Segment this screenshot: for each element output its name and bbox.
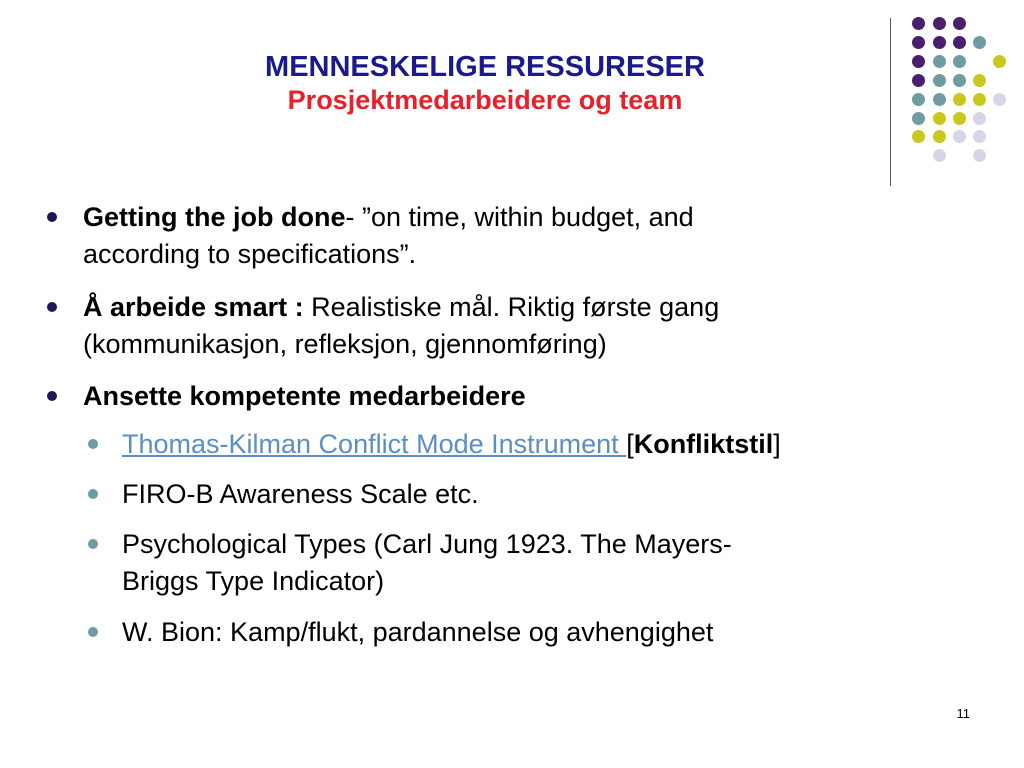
bullet-text: Realistiske mål. Riktig første gang [303,292,720,322]
bullet-bold-text: Ansette kompetente medarbeidere [83,381,526,411]
sub-bullet-item [122,476,942,513]
bullet-item [83,378,933,415]
page-number: 11 [956,706,970,721]
bullet-text: - ”on time, within budget, and [345,202,694,232]
bullet-dot [47,212,57,222]
bracket-close: ] [773,429,781,459]
sub-bullet-dot [88,539,98,549]
bullet-text-continued: (kommunikasjon, refleksjon, gjennomføring) [83,329,607,359]
sub-bullet-text: FIRO-B Awareness Scale etc. [122,479,479,509]
sub-bullet-item [122,614,942,651]
bullet-text-continued: according to specifications”. [83,239,417,269]
sub-bullet-text-continued: Briggs Type Indicator) [122,566,385,596]
bullet-item [83,289,933,363]
bullet-item [83,199,933,273]
konfliktstil-text: Konfliktstil [633,429,774,459]
bullet-dot [47,302,57,312]
bullet-bold-text: Getting the job done [83,202,346,232]
slide-title: MENNESKELIGE RESSURESER [265,51,705,83]
sub-bullet-text: Psychological Types (Carl Jung 1923. The Mayers- [122,529,732,559]
sub-bullet-dot [88,489,98,499]
thomas-kilman-link[interactable]: Thomas-Kilman Conflict Mode Instrument [122,429,627,459]
sub-bullet-text: W. Bion: Kamp/flukt, pardannelse og avhengighet [122,617,714,647]
sub-bullet-dot [88,439,98,449]
bracket-open: [ [626,429,634,459]
sub-bullet-item [122,426,942,463]
bullet-bold-text: Å arbeide smart : [83,292,304,322]
sub-bullet-dot [88,627,98,637]
slide-subtitle: Prosjektmedarbeidere og team [287,85,683,115]
bullet-dot [47,391,57,401]
sub-bullet-item [122,526,942,600]
